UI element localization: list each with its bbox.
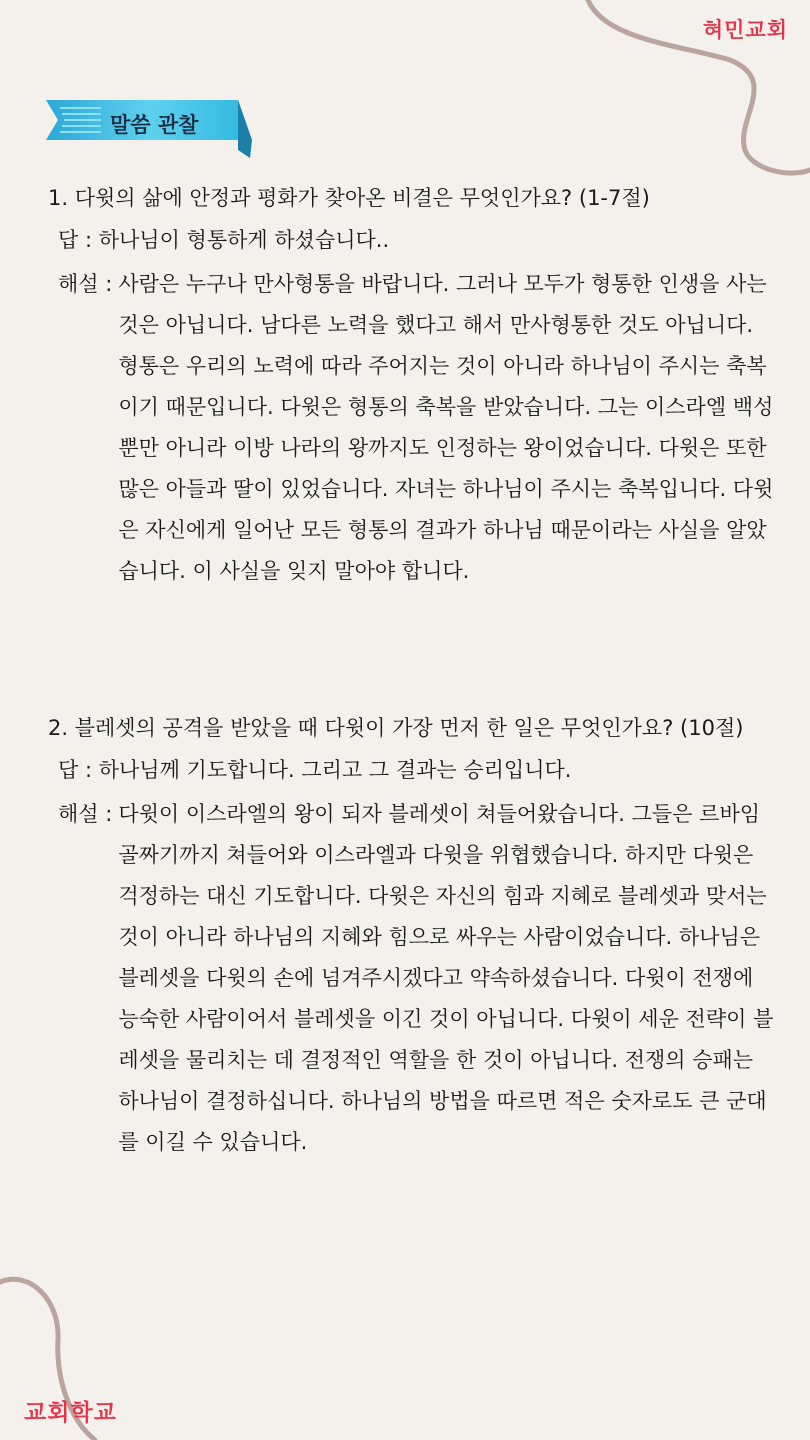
section-title: 말씀 관찰: [110, 113, 199, 137]
explanation-text: 사람은 누구나 만사형통을 바랍니다. 그러나 모두가 형통한 인생을 사는 것은 아닙니다. 남다른 노력을 했다고 해서 만사형통한 것도 아닙니다. 형통은 우리의 노력에 따라 주어지는 것이 아니라 하나님이 주시는 축복이기 때문입니다. 다윗은 형통의 축복을 받았습니다. 그는 이스라엘 백성뿐만 아니라 이방 나라의 왕까지도 인정하는 왕이었습니다. 다윗은 또한 많은 아들과 딸이 있었습니다. 자녀는 하나님이 주시는 축복입니다. 다윗은 자신에게 일어난 모든 형통의 결과가 하나님 때문이라는 사실을 알았습니다. 이 사실을 잊지 말아야 합니다.: [118, 272, 774, 583]
explanation-label: 해설 :: [58, 802, 113, 826]
answer-label: 답 :: [58, 228, 93, 252]
explanation-2: [48, 794, 778, 1163]
answer-text: 하나님께 기도합니다. 그리고 그 결과는 승리입니다.: [98, 758, 572, 782]
answer-1: [48, 220, 778, 260]
church-school-logo-bottom: 교회학교: [24, 1400, 117, 1426]
question-1: 1. 다윗의 삶에 안정과 평화가 찾아온 비결은 무엇인가요? (1-7절): [48, 186, 650, 210]
explanation-1: [48, 264, 778, 592]
qa-item-1: [48, 178, 778, 592]
answer-text: 하나님이 형통하게 하셨습니다..: [98, 228, 390, 252]
explanation-text: 다윗이 이스라엘의 왕이 되자 블레셋이 쳐들어왔습니다. 그들은 르바임 골짜기까지 쳐들어와 이스라엘과 다윗을 위협했습니다. 하지만 다윗은 걱정하는 대신 기도합니다. 다윗은 자신의 힘과 지혜로 블레셋과 맞서는 것이 아니라 하나님의 지혜와 힘으로 싸우는 사람이었습니다. 하나님은 블레셋을 다윗의 손에 넘겨주시겠다고 약속하셨습니다. 다윗이 전쟁에 능숙한 사람이어서 블레셋을 이긴 것이 아닙니다. 다윗이 세운 전략이 블레셋을 물리치는 데 결정적인 역할을 한 것이 아닙니다. 전쟁의 승패는 하나님이 결정하십니다. 하나님의 방법을 따르면 적은 숫자로도 큰 군대를 이길 수 있습니다.: [118, 802, 774, 1154]
qa-item-2: [48, 708, 778, 1163]
question-2: 2. 블레셋의 공격을 받았을 때 다윗이 가장 먼저 한 일은 무엇인가요? (10절): [48, 716, 744, 740]
church-logo-top: 혀민교회: [702, 18, 788, 42]
explanation-label: 해설 :: [58, 272, 113, 296]
answer-label: 답 :: [58, 758, 93, 782]
answer-2: [48, 750, 778, 790]
